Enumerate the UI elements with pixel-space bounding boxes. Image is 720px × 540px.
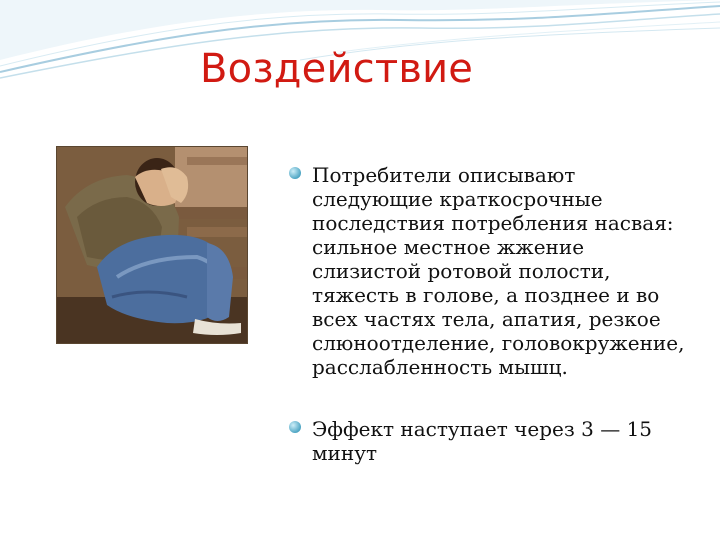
- distressed-person-photo: [56, 146, 248, 344]
- bullet-text: Потребители описывают следующие краткосрочные последствия потребления насвая: сильное местное жжение слизистой ротовой полости, тяжесть в голове, а позднее и во всех частях тела, апатия, резкое слюноотделение, головокружение, расслабленность мышц.: [312, 163, 685, 379]
- bullet-dot-icon: [289, 167, 301, 179]
- bullet-list: [288, 163, 698, 465]
- slide-title: Воздействие: [200, 46, 474, 92]
- bullet-dot-icon: [289, 421, 301, 433]
- bullet-text: Эффект наступает через 3 — 15 минут: [312, 417, 653, 465]
- list-item: [288, 163, 698, 379]
- list-item: [288, 417, 698, 465]
